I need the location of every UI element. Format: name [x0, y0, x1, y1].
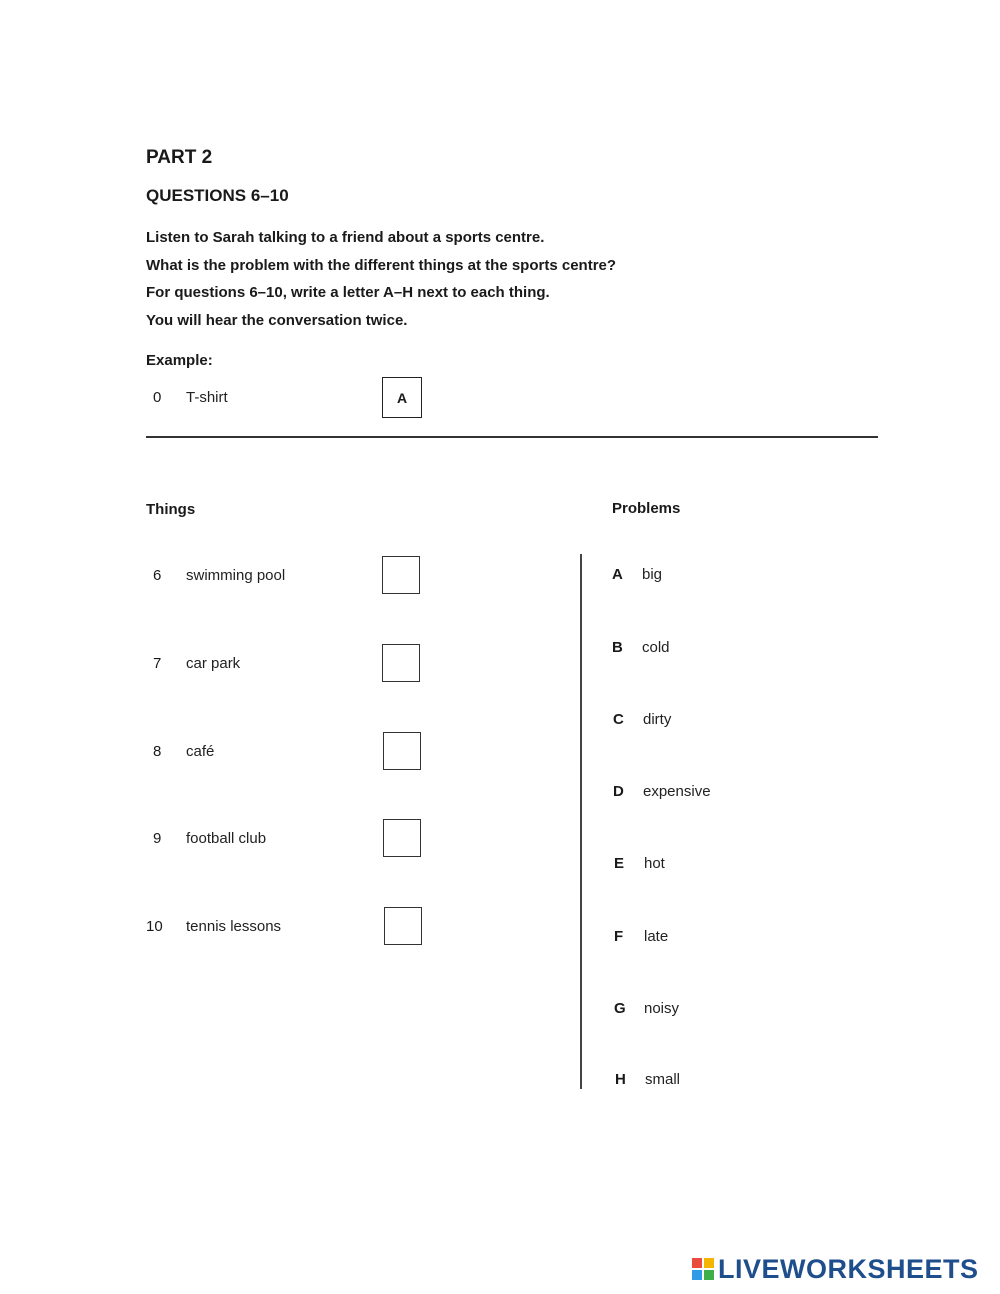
question-number: 9: [153, 830, 162, 847]
question-number: 10: [146, 918, 163, 935]
problem-word: dirty: [643, 711, 672, 728]
brand-name: LIVEWORKSHEETS: [718, 1253, 979, 1284]
problem-letter: F: [614, 928, 624, 945]
example-thing: T-shirt: [186, 389, 228, 406]
brand-square-yellow: [704, 1258, 714, 1268]
questions-title: QUESTIONS 6–10: [146, 186, 289, 205]
answer-box-8[interactable]: [383, 732, 421, 770]
problem-word: small: [645, 1071, 681, 1088]
problem-letter: A: [612, 566, 623, 583]
brand-square-green: [704, 1270, 714, 1280]
question-number: 6: [153, 567, 162, 584]
problem-letter: C: [613, 711, 624, 728]
instruction-line-1: Listen to Sarah talking to a friend about a sports centre.: [146, 229, 545, 246]
example-number: 0: [153, 389, 162, 406]
problem-word: expensive: [643, 783, 711, 800]
thing-label: swimming pool: [186, 567, 286, 584]
column-divider: [580, 554, 582, 1089]
answer-box-10[interactable]: [384, 907, 422, 945]
problem-word: hot: [644, 855, 665, 872]
instruction-line-4: You will hear the conversation twice.: [146, 312, 408, 329]
example-label: Example:: [146, 352, 213, 369]
problem-letter: D: [613, 783, 624, 800]
brand-square-red: [692, 1258, 702, 1268]
problem-letter: G: [614, 1000, 626, 1017]
thing-label: tennis lessons: [186, 918, 282, 935]
divider-line: [146, 436, 878, 438]
problem-letter: E: [614, 855, 625, 872]
thing-label: car park: [186, 655, 241, 672]
brand-square-blue: [692, 1270, 702, 1280]
question-number: 7: [153, 655, 162, 672]
thing-label: café: [186, 743, 215, 760]
problem-letter: H: [615, 1071, 626, 1088]
instruction-line-2: What is the problem with the different things at the sports centre?: [146, 257, 617, 274]
instruction-line-3: For questions 6–10, write a letter A–H next to each thing.: [146, 284, 550, 301]
problem-word: late: [644, 928, 669, 945]
answer-box-7[interactable]: [382, 644, 420, 682]
thing-label: football club: [186, 830, 267, 847]
liveworksheets-logo: [692, 1254, 979, 1284]
example-answer-box: A: [382, 377, 422, 418]
problems-heading: Problems: [612, 500, 681, 517]
problem-word: big: [642, 566, 663, 583]
problem-letter: B: [612, 639, 623, 656]
answer-box-6[interactable]: [382, 556, 420, 594]
things-heading: Things: [146, 501, 196, 518]
part-title: PART 2: [146, 147, 213, 168]
problem-word: noisy: [644, 1000, 680, 1017]
answer-box-9[interactable]: [383, 819, 421, 857]
brand-squares-icon: [692, 1258, 714, 1280]
problem-word: cold: [642, 639, 670, 656]
question-number: 8: [153, 743, 162, 760]
